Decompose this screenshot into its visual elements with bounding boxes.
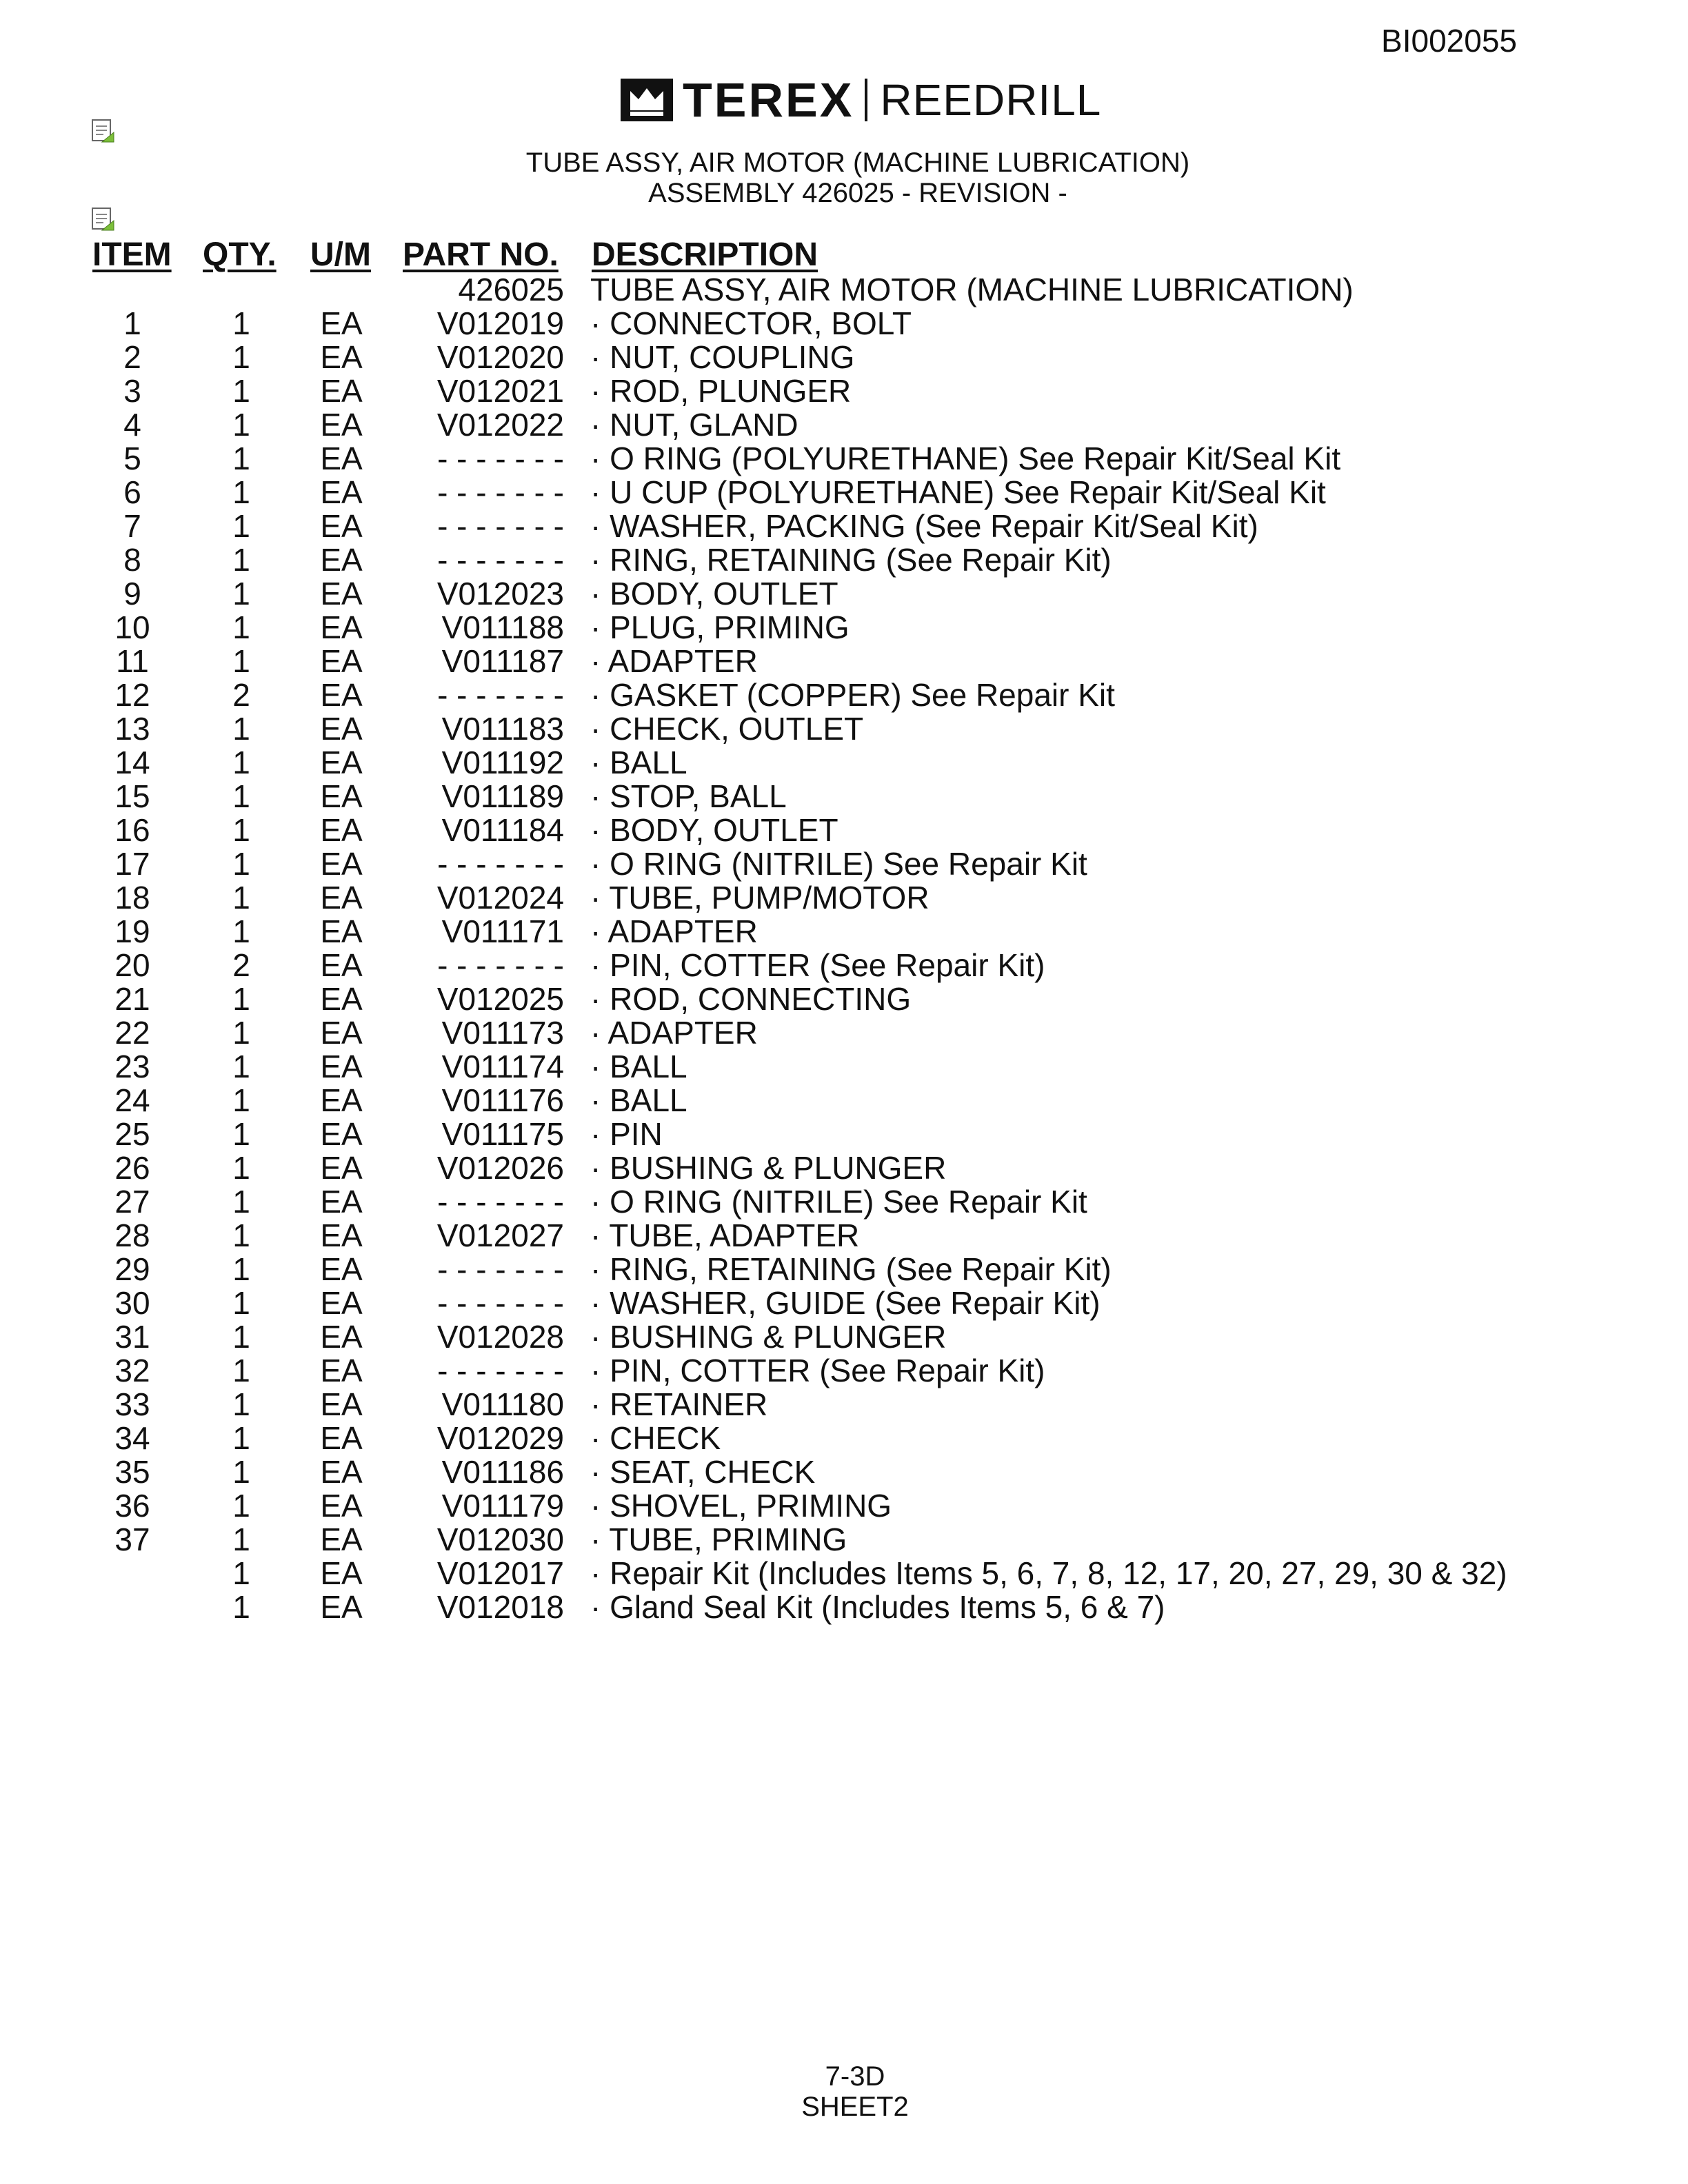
- description: · ROD, PLUNGER: [590, 373, 852, 409]
- part-number: V011186: [441, 1454, 564, 1490]
- quantity: 1: [232, 1015, 250, 1051]
- quantity: 1: [232, 373, 250, 409]
- item-number: 7: [123, 508, 141, 544]
- item-number: 32: [114, 1353, 150, 1388]
- table-row: [0, 273, 1688, 307]
- unit-of-measure: EA: [320, 373, 363, 409]
- table-row: [0, 1151, 1688, 1185]
- item-number: 21: [114, 981, 150, 1017]
- header-part-no: PART NO.: [403, 236, 559, 273]
- description: · NUT, COUPLING: [590, 339, 855, 375]
- part-number: - - - - - - -: [437, 474, 564, 510]
- table-row: [0, 645, 1688, 678]
- quantity: 1: [232, 1082, 250, 1118]
- quantity: 1: [232, 812, 250, 848]
- quantity: 1: [232, 846, 250, 882]
- table-row: [0, 307, 1688, 341]
- description: · WASHER, GUIDE (See Repair Kit): [590, 1285, 1101, 1321]
- unit-of-measure: EA: [320, 1150, 363, 1186]
- part-number: V012029: [436, 1420, 564, 1456]
- description: · Repair Kit (Includes Items 5, 6, 7, 8, 12, 17, 20, 27, 29, 30 & 32): [590, 1555, 1507, 1591]
- description: · BODY, OUTLET: [590, 812, 838, 848]
- part-number: V012019: [436, 305, 564, 341]
- assembly-title: TUBE ASSY, AIR MOTOR (MACHINE LUBRICATION): [525, 148, 1190, 178]
- description: · PLUG, PRIMING: [590, 609, 850, 645]
- quantity: 1: [232, 913, 250, 949]
- part-number: - - - - - - -: [437, 1184, 564, 1220]
- item-number: 4: [123, 407, 141, 443]
- quantity: 1: [232, 1589, 250, 1625]
- unit-of-measure: EA: [320, 508, 363, 544]
- table-row: [0, 881, 1688, 915]
- table-row: [0, 1422, 1688, 1455]
- table-row: [0, 678, 1688, 712]
- part-number: V011183: [441, 711, 564, 747]
- parts-table: [0, 273, 1688, 1624]
- item-number: 3: [123, 373, 141, 409]
- header-um: U/M: [310, 236, 371, 273]
- quantity: 2: [232, 947, 250, 983]
- item-number: 31: [114, 1319, 150, 1355]
- unit-of-measure: EA: [320, 609, 363, 645]
- unit-of-measure: EA: [320, 1420, 363, 1456]
- item-number: 26: [114, 1150, 150, 1186]
- part-number: V011171: [441, 913, 564, 949]
- quantity: 1: [232, 1521, 250, 1557]
- item-number: 36: [114, 1488, 150, 1524]
- part-number: V011189: [441, 778, 564, 814]
- item-number: 8: [123, 542, 141, 578]
- brand-logo: [621, 73, 1102, 127]
- description: · RING, RETAINING (See Repair Kit): [590, 1251, 1112, 1287]
- item-number: 23: [114, 1049, 150, 1084]
- description: · PIN: [590, 1116, 663, 1152]
- item-number: 29: [114, 1251, 150, 1287]
- description: · ADAPTER: [590, 913, 758, 949]
- description: · BALL: [590, 1049, 687, 1084]
- table-row: [0, 1084, 1688, 1118]
- item-number: 13: [114, 711, 150, 747]
- unit-of-measure: EA: [320, 913, 363, 949]
- part-number: - - - - - - -: [437, 542, 564, 578]
- part-number: - - - - - - -: [437, 508, 564, 544]
- table-row: [0, 476, 1688, 509]
- unit-of-measure: EA: [320, 778, 363, 814]
- unit-of-measure: EA: [320, 981, 363, 1017]
- unit-of-measure: EA: [320, 1319, 363, 1355]
- unit-of-measure: EA: [320, 947, 363, 983]
- brand-name-terex: TEREX: [683, 73, 854, 127]
- part-number: V012025: [436, 981, 564, 1017]
- part-number: V011180: [441, 1386, 564, 1422]
- quantity: 1: [232, 305, 250, 341]
- item-number: 10: [114, 609, 150, 645]
- part-number: V012017: [436, 1555, 564, 1591]
- description: · O RING (NITRILE) See Repair Kit: [590, 1184, 1087, 1220]
- part-number: V011187: [441, 643, 564, 679]
- item-number: 11: [116, 643, 149, 679]
- header-qty: QTY.: [203, 236, 277, 273]
- table-row: [0, 712, 1688, 746]
- table-row: [0, 915, 1688, 949]
- description: · BALL: [590, 1082, 687, 1118]
- item-number: 25: [114, 1116, 150, 1152]
- table-row: [0, 577, 1688, 611]
- part-number: V011175: [441, 1116, 564, 1152]
- quantity: 1: [232, 542, 250, 578]
- item-number: 28: [114, 1217, 150, 1253]
- table-row: [0, 442, 1688, 476]
- item-number: 15: [114, 778, 150, 814]
- unit-of-measure: EA: [320, 677, 363, 713]
- description: · SHOVEL, PRIMING: [590, 1488, 892, 1524]
- unit-of-measure: EA: [320, 1589, 363, 1625]
- description: · TUBE, ADAPTER: [590, 1217, 860, 1253]
- table-row: [0, 1286, 1688, 1320]
- quantity: 1: [232, 339, 250, 375]
- quantity: 1: [232, 745, 250, 780]
- quantity: 1: [232, 1386, 250, 1422]
- quantity: 1: [232, 778, 250, 814]
- quantity: 1: [232, 474, 250, 510]
- description: · STOP, BALL: [590, 778, 787, 814]
- item-number: 20: [114, 947, 150, 983]
- part-number: V011174: [441, 1049, 564, 1084]
- item-number: 16: [114, 812, 150, 848]
- quantity: 1: [232, 1420, 250, 1456]
- quantity: 1: [232, 643, 250, 679]
- description: · PIN, COTTER (See Repair Kit): [590, 1353, 1045, 1388]
- table-row: [0, 1253, 1688, 1286]
- description: · U CUP (POLYURETHANE) See Repair Kit/Seal Kit: [590, 474, 1326, 510]
- description: · CHECK, OUTLET: [590, 711, 864, 747]
- terex-crown-logo-icon: [621, 79, 673, 121]
- unit-of-measure: EA: [320, 1049, 363, 1084]
- table-row: [0, 847, 1688, 881]
- quantity: 1: [232, 1285, 250, 1321]
- description: · TUBE, PRIMING: [590, 1521, 847, 1557]
- table-row: [0, 982, 1688, 1016]
- document-id: BI002055: [1381, 23, 1517, 59]
- item-number: 12: [114, 677, 150, 713]
- unit-of-measure: EA: [320, 339, 363, 375]
- unit-of-measure: EA: [320, 1488, 363, 1524]
- unit-of-measure: EA: [320, 711, 363, 747]
- unit-of-measure: EA: [320, 441, 363, 476]
- table-row: [0, 611, 1688, 645]
- description: · Gland Seal Kit (Includes Items 5, 6 & 7): [590, 1589, 1165, 1625]
- unit-of-measure: EA: [320, 1184, 363, 1220]
- item-number: 5: [123, 441, 141, 476]
- note-attachment-icon[interactable]: [91, 119, 114, 143]
- item-number: 35: [114, 1454, 150, 1490]
- part-number: V011188: [441, 609, 564, 645]
- item-number: 34: [114, 1420, 150, 1456]
- description: · PIN, COTTER (See Repair Kit): [590, 947, 1045, 983]
- part-number: - - - - - - -: [437, 947, 564, 983]
- unit-of-measure: EA: [320, 305, 363, 341]
- description: · BUSHING & PLUNGER: [590, 1150, 947, 1186]
- table-row: [0, 509, 1688, 543]
- part-number: V012020: [436, 339, 564, 375]
- description: · ROD, CONNECTING: [590, 981, 912, 1017]
- item-number: 2: [123, 339, 141, 375]
- description: · RING, RETAINING (See Repair Kit): [590, 542, 1112, 578]
- item-number: 1: [123, 305, 141, 341]
- part-number: V012026: [436, 1150, 564, 1186]
- table-row: [0, 1354, 1688, 1388]
- unit-of-measure: EA: [320, 474, 363, 510]
- table-row: [0, 408, 1688, 442]
- part-number: V012021: [436, 373, 564, 409]
- unit-of-measure: EA: [320, 1217, 363, 1253]
- item-number: 37: [114, 1521, 150, 1557]
- part-number: V012023: [436, 576, 564, 611]
- table-row: [0, 1557, 1688, 1590]
- table-row: [0, 543, 1688, 577]
- table-row: [0, 1590, 1688, 1624]
- unit-of-measure: EA: [320, 1285, 363, 1321]
- table-row: [0, 1118, 1688, 1151]
- description: · RETAINER: [590, 1386, 768, 1422]
- quantity: 1: [232, 1319, 250, 1355]
- quantity: 1: [232, 609, 250, 645]
- table-row: [0, 374, 1688, 408]
- quantity: 1: [232, 1353, 250, 1388]
- unit-of-measure: EA: [320, 745, 363, 780]
- part-number: - - - - - - -: [437, 846, 564, 882]
- unit-of-measure: EA: [320, 1353, 363, 1388]
- quantity: 1: [232, 1251, 250, 1287]
- part-number: V012024: [436, 880, 564, 916]
- table-row: [0, 746, 1688, 780]
- description: · CONNECTOR, BOLT: [590, 305, 912, 341]
- item-number: 22: [114, 1015, 150, 1051]
- unit-of-measure: EA: [320, 407, 363, 443]
- quantity: 1: [232, 1049, 250, 1084]
- part-number: 426025: [458, 272, 564, 307]
- quantity: 1: [232, 981, 250, 1017]
- part-number: - - - - - - -: [437, 1285, 564, 1321]
- unit-of-measure: EA: [320, 1454, 363, 1490]
- description: · SEAT, CHECK: [590, 1454, 816, 1490]
- quantity: 1: [232, 711, 250, 747]
- item-number: 19: [114, 913, 150, 949]
- part-number: V011192: [441, 745, 564, 780]
- item-number: 27: [114, 1184, 150, 1220]
- quantity: 1: [232, 508, 250, 544]
- item-number: 33: [114, 1386, 150, 1422]
- quantity: 1: [232, 1555, 250, 1591]
- part-number: - - - - - - -: [437, 441, 564, 476]
- unit-of-measure: EA: [320, 1555, 363, 1591]
- description: · BUSHING & PLUNGER: [590, 1319, 947, 1355]
- note-attachment-icon[interactable]: [91, 207, 114, 232]
- item-number: 17: [114, 846, 150, 882]
- item-number: 14: [114, 745, 150, 780]
- unit-of-measure: EA: [320, 1015, 363, 1051]
- header-description: DESCRIPTION: [592, 236, 818, 273]
- header-item: ITEM: [92, 236, 172, 273]
- assembly-revision: ASSEMBLY 426025 - REVISION -: [648, 178, 1067, 208]
- table-row: [0, 1489, 1688, 1523]
- table-row: [0, 1219, 1688, 1253]
- description: · BODY, OUTLET: [590, 576, 838, 611]
- part-number: V011173: [441, 1015, 564, 1051]
- description: · TUBE, PUMP/MOTOR: [590, 880, 930, 916]
- description: · BALL: [590, 745, 687, 780]
- table-row: [0, 949, 1688, 982]
- quantity: 1: [232, 1150, 250, 1186]
- table-row: [0, 1016, 1688, 1050]
- unit-of-measure: EA: [320, 1386, 363, 1422]
- quantity: 1: [232, 407, 250, 443]
- unit-of-measure: EA: [320, 1521, 363, 1557]
- table-row: [0, 341, 1688, 374]
- item-number: 18: [114, 880, 150, 916]
- part-number: V012030: [436, 1521, 564, 1557]
- part-number: V012022: [436, 407, 564, 443]
- quantity: 1: [232, 1116, 250, 1152]
- table-row: [0, 780, 1688, 813]
- item-number: 9: [123, 576, 141, 611]
- quantity: 1: [232, 880, 250, 916]
- part-number: V011179: [441, 1488, 564, 1524]
- unit-of-measure: EA: [320, 812, 363, 848]
- description: TUBE ASSY, AIR MOTOR (MACHINE LUBRICATION): [590, 272, 1354, 307]
- description: · GASKET (COPPER) See Repair Kit: [590, 677, 1115, 713]
- quantity: 1: [232, 1217, 250, 1253]
- item-number: 6: [123, 474, 141, 510]
- table-row: [0, 1388, 1688, 1422]
- item-number: 30: [114, 1285, 150, 1321]
- unit-of-measure: EA: [320, 846, 363, 882]
- unit-of-measure: EA: [320, 1116, 363, 1152]
- unit-of-measure: EA: [320, 643, 363, 679]
- part-number: - - - - - - -: [437, 677, 564, 713]
- quantity: 1: [232, 1184, 250, 1220]
- sheet-label: SHEET2: [801, 2092, 909, 2122]
- table-row: [0, 813, 1688, 847]
- page-number: 7-3D: [825, 2061, 885, 2092]
- table-row: [0, 1320, 1688, 1354]
- quantity: 1: [232, 576, 250, 611]
- part-number: V012018: [436, 1589, 564, 1625]
- description: · ADAPTER: [590, 643, 758, 679]
- unit-of-measure: EA: [320, 576, 363, 611]
- quantity: 2: [232, 677, 250, 713]
- part-number: - - - - - - -: [437, 1353, 564, 1388]
- unit-of-measure: EA: [320, 1082, 363, 1118]
- description: · WASHER, PACKING (See Repair Kit/Seal Kit): [590, 508, 1258, 544]
- unit-of-measure: EA: [320, 880, 363, 916]
- description: · ADAPTER: [590, 1015, 758, 1051]
- part-number: V011176: [441, 1082, 564, 1118]
- quantity: 1: [232, 441, 250, 476]
- part-number: V012028: [436, 1319, 564, 1355]
- unit-of-measure: EA: [320, 1251, 363, 1287]
- item-number: 24: [114, 1082, 150, 1118]
- description: · O RING (NITRILE) See Repair Kit: [590, 846, 1087, 882]
- description: · O RING (POLYURETHANE) See Repair Kit/Seal Kit: [590, 441, 1341, 476]
- description: · CHECK: [590, 1420, 721, 1456]
- description: · NUT, GLAND: [590, 407, 798, 443]
- part-number: V011184: [441, 812, 564, 848]
- part-number: V012027: [436, 1217, 564, 1253]
- brand-divider: [865, 79, 867, 121]
- table-row: [0, 1455, 1688, 1489]
- quantity: 1: [232, 1454, 250, 1490]
- table-row: [0, 1185, 1688, 1219]
- part-number: - - - - - - -: [437, 1251, 564, 1287]
- table-row: [0, 1523, 1688, 1557]
- unit-of-measure: EA: [320, 542, 363, 578]
- table-row: [0, 1050, 1688, 1084]
- brand-name-reedrill: REEDRILL: [880, 75, 1102, 125]
- quantity: 1: [232, 1488, 250, 1524]
